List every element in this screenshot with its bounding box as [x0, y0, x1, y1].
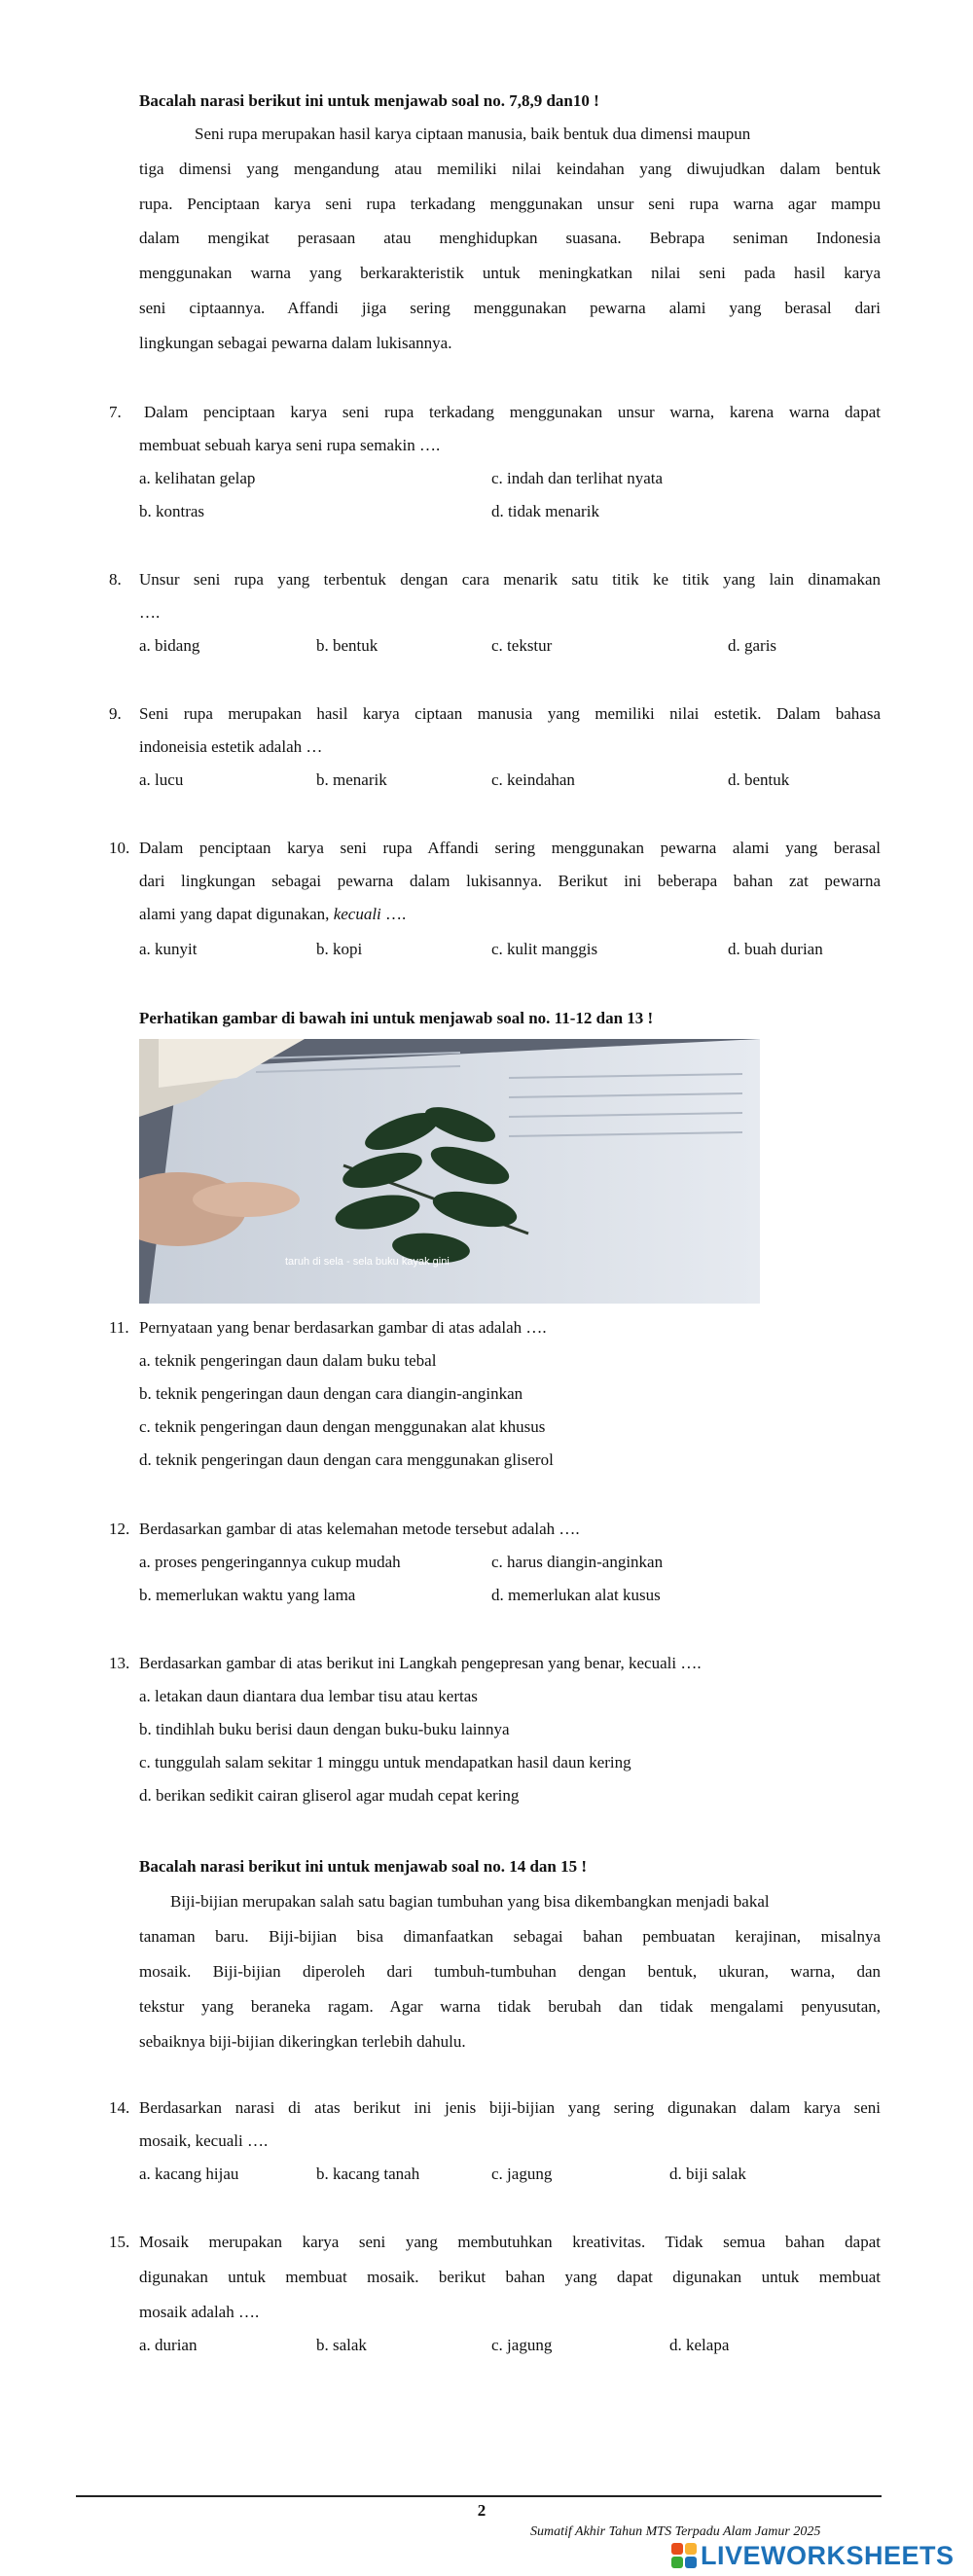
question-number: 9.	[109, 704, 122, 723]
question-text: Dalam penciptaan karya seni rupa Affandi sering menggunakan pewarna alami yang berasal	[139, 839, 881, 857]
option-d[interactable]: d. memerlukan alat kusus	[491, 1586, 661, 1604]
question-text: mosaik, kecuali ….	[139, 2131, 269, 2150]
footer-text: Sumatif Akhir Tahun MTS Terpadu Alam Jamur 2025	[530, 2524, 821, 2539]
narrative-line: tanaman baru. Biji-bijian bisa dimanfaatkan sebagai bahan pembuatan kerajinan, misalnya	[139, 1927, 881, 1946]
question-text-italic: kecuali	[333, 905, 381, 923]
question-text: membuat sebuah karya seni rupa semakin ….	[139, 436, 441, 454]
narrative-line: tekstur yang beraneka ragam. Agar warna tidak berubah dan tidak mengalami penyusutan,	[139, 1997, 881, 2016]
narrative-line: sebaiknya biji-bijian dikeringkan terlebih dahulu.	[139, 2032, 466, 2051]
question-number: 11.	[109, 1318, 129, 1337]
option-d[interactable]: d. biji salak	[669, 2165, 746, 2183]
question-number: 15.	[109, 2233, 130, 2251]
option-d[interactable]: d. garis	[728, 636, 777, 655]
option-c[interactable]: c. tunggulah salam sekitar 1 minggu untuk mendapatkan hasil daun kering	[139, 1753, 631, 1771]
liveworksheets-logo-icon	[671, 2543, 697, 2568]
question-number: 7.	[109, 403, 122, 421]
question-text: mosaik adalah ….	[139, 2303, 260, 2321]
question-number: 13.	[109, 1654, 130, 1672]
photo-illustration	[139, 1039, 760, 1304]
option-c[interactable]: c. jagung	[491, 2165, 553, 2183]
narrative-line: menggunakan warna yang berkarakteristik untuk meningkatkan nilai seni pada hasil karya	[139, 264, 881, 282]
option-b[interactable]: b. teknik pengeringan daun dengan cara diangin-anginkan	[139, 1384, 523, 1403]
option-b[interactable]: b. kacang tanah	[316, 2165, 420, 2183]
narrative-line: dalam mengikat perasaan atau menghidupkan suasana. Bebrapa seniman Indonesia	[139, 229, 881, 247]
question-text: dari lingkungan sebagai pewarna dalam lukisannya. Berikut ini beberapa bahan zat pewarna	[139, 872, 881, 890]
question-number: 12.	[109, 1520, 130, 1538]
option-b[interactable]: b. tindihlah buku berisi daun dengan buku-buku lainnya	[139, 1720, 510, 1738]
question-text: Unsur seni rupa yang terbentuk dengan cara menarik satu titik ke titik yang lain dinamakan	[139, 570, 881, 589]
narrative-line: Seni rupa merupakan hasil karya ciptaan manusia, baik bentuk dua dimensi maupun	[195, 125, 751, 143]
photo-caption: taruh di sela - sela buku kayak gini	[285, 1256, 450, 1268]
narrative-line: Biji-bijian merupakan salah satu bagian tumbuhan yang bisa dikembangkan menjadi bakal	[170, 1892, 770, 1911]
option-a[interactable]: a. kacang hijau	[139, 2165, 239, 2183]
question-text	[139, 903, 406, 926]
question-number: 14.	[109, 2098, 130, 2117]
question-text: Dalam penciptaan karya seni rupa terkadang menggunakan unsur warna, karena warna dapat	[144, 403, 881, 421]
option-d[interactable]: d. berikan sedikit cairan gliserol agar mudah cepat kering	[139, 1786, 520, 1805]
option-c[interactable]: c. teknik pengeringan daun dengan menggunakan alat khusus	[139, 1417, 546, 1436]
brand-label: LIVEWORKSHEETS	[701, 2540, 955, 2570]
option-d[interactable]: d. tidak menarik	[491, 502, 599, 520]
option-d[interactable]: d. kelapa	[669, 2336, 730, 2354]
question-text-part: alami yang dapat digunakan,	[139, 905, 330, 923]
question-text-part: ….	[385, 905, 407, 923]
option-b[interactable]: b. memerlukan waktu yang lama	[139, 1586, 356, 1604]
question-text: Berdasarkan gambar di atas kelemahan metode tersebut adalah ….	[139, 1520, 580, 1538]
narrative-line: rupa. Penciptaan karya seni rupa terkadang menggunakan unsur seni rupa warna agar mampu	[139, 195, 881, 213]
footer-divider	[76, 2495, 882, 2497]
narrative-line: lingkungan sebagai pewarna dalam lukisannya.	[139, 334, 452, 352]
question-text: digunakan untuk membuat mosaik. berikut bahan yang dapat digunakan untuk membuat	[139, 2268, 881, 2286]
option-b[interactable]: b. kontras	[139, 502, 205, 520]
narrative-line: seni ciptaannya. Affandi jiga sering menggunakan pewarna alami yang berasal dari	[139, 299, 881, 317]
option-b[interactable]: b. kopi	[316, 940, 363, 958]
question-text: Berdasarkan narasi di atas berikut ini jenis biji-bijian yang sering digunakan dalam karya seni	[139, 2098, 881, 2117]
question-text: ….	[139, 603, 161, 622]
option-a[interactable]: a. lucu	[139, 770, 184, 789]
option-a[interactable]: a. proses pengeringannya cukup mudah	[139, 1553, 401, 1571]
option-d[interactable]: d. bentuk	[728, 770, 790, 789]
option-a[interactable]: a. bidang	[139, 636, 200, 655]
option-a[interactable]: a. letakan daun diantara dua lembar tisu atau kertas	[139, 1687, 478, 1705]
narrative-line: tiga dimensi yang mengandung atau memiliki nilai keindahan yang diwujudkan dalam bentuk	[139, 160, 881, 178]
section-title-7-10: Bacalah narasi berikut ini untuk menjawab soal no. 7,8,9 dan10 !	[139, 91, 599, 110]
section-title-11-13: Perhatikan gambar di bawah ini untuk menjawab soal no. 11-12 dan 13 !	[139, 1009, 654, 1027]
option-a[interactable]: a. kunyit	[139, 940, 198, 958]
leaf-drying-photo	[139, 1039, 760, 1304]
section-title-14-15: Bacalah narasi berikut ini untuk menjawab soal no. 14 dan 15 !	[139, 1857, 588, 1876]
option-c[interactable]: c. keindahan	[491, 770, 575, 789]
question-number: 10.	[109, 839, 130, 857]
option-b[interactable]: b. menarik	[316, 770, 387, 789]
option-b[interactable]: b. salak	[316, 2336, 367, 2354]
liveworksheets-brand[interactable]	[671, 2541, 955, 2570]
option-a[interactable]: a. teknik pengeringan daun dalam buku tebal	[139, 1351, 437, 1370]
option-d[interactable]: d. teknik pengeringan daun dengan cara menggunakan gliserol	[139, 1450, 554, 1469]
question-text: Mosaik merupakan karya seni yang membutuhkan kreativitas. Tidak semua bahan dapat	[139, 2233, 881, 2251]
question-text: Berdasarkan gambar di atas berikut ini Langkah pengepresan yang benar, kecuali ….	[139, 1654, 702, 1672]
question-text: Pernyataan yang benar berdasarkan gambar di atas adalah ….	[139, 1318, 547, 1337]
narrative-line: mosaik. Biji-bijian diperoleh dari tumbuh-tumbuhan dengan bentuk, ukuran, warna, dan	[139, 1962, 881, 1981]
option-c[interactable]: c. tekstur	[491, 636, 553, 655]
option-a[interactable]: a. durian	[139, 2336, 198, 2354]
question-number: 8.	[109, 570, 122, 589]
option-c[interactable]: c. kulit manggis	[491, 940, 598, 958]
option-c[interactable]: c. indah dan terlihat nyata	[491, 469, 664, 487]
option-c[interactable]: c. jagung	[491, 2336, 553, 2354]
option-a[interactable]: a. kelihatan gelap	[139, 469, 256, 487]
question-text: Seni rupa merupakan hasil karya ciptaan manusia yang memiliki nilai estetik. Dalam bahasa	[139, 704, 881, 723]
option-d[interactable]: d. buah durian	[728, 940, 823, 958]
question-text: indoneisia estetik adalah …	[139, 737, 323, 756]
option-c[interactable]: c. harus diangin-anginkan	[491, 1553, 664, 1571]
option-b[interactable]: b. bentuk	[316, 636, 378, 655]
page-number: 2	[477, 2501, 486, 2520]
